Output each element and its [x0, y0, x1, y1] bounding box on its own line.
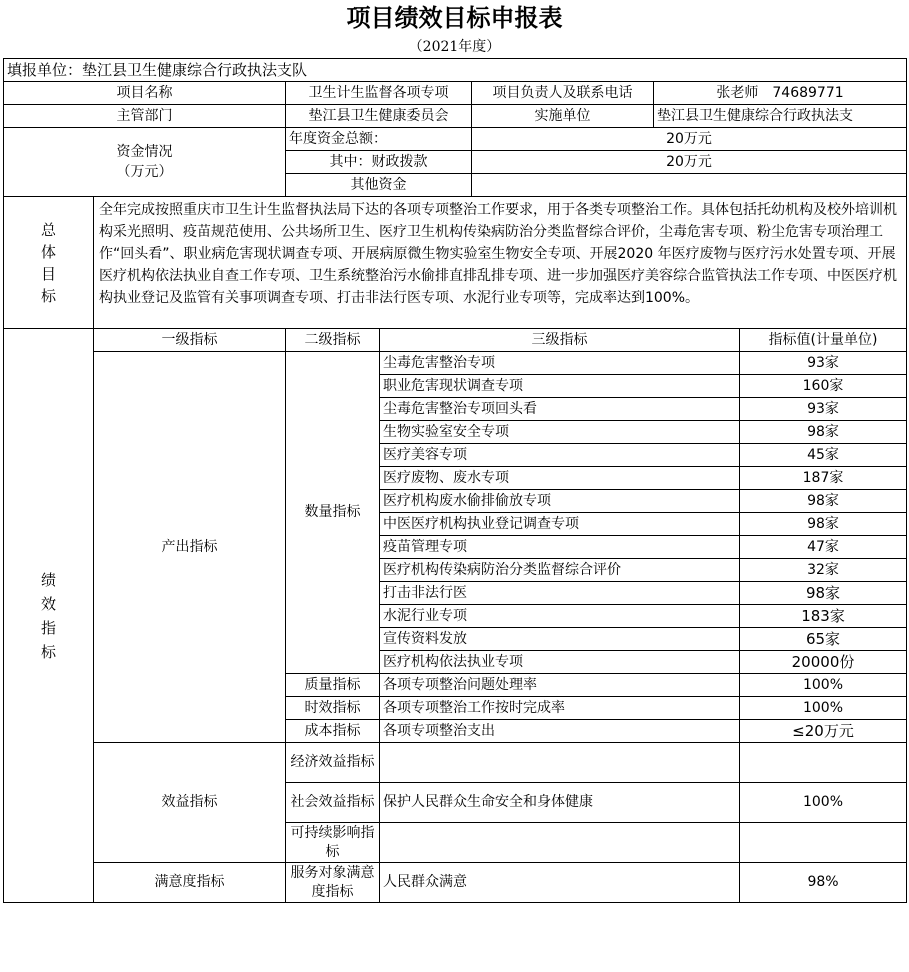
- cost-value: ≤20万元: [740, 720, 907, 743]
- quantity-item-value: 183家: [740, 605, 907, 628]
- quantity-label: 数量指标: [286, 352, 380, 674]
- funds-fiscal-value: 20万元: [472, 151, 907, 174]
- quantity-item-name: 医疗美容专项: [380, 444, 740, 467]
- quantity-item-name: 医疗废物、废水专项: [380, 467, 740, 490]
- quality-label: 质量指标: [286, 674, 380, 697]
- project-name-label: 项目名称: [4, 82, 286, 105]
- sustain-name: [380, 823, 740, 863]
- funds-other-label: 其他资金: [286, 174, 472, 197]
- impl-value: 垫江县卫生健康综合行政执法支: [654, 105, 907, 128]
- funds-other-value: [472, 174, 907, 197]
- sustain-label: 可持续影响指标: [286, 823, 380, 863]
- quantity-item-value: 32家: [740, 559, 907, 582]
- quantity-item-value: 98家: [740, 582, 907, 605]
- quantity-item-name: 疫苗管理专项: [380, 536, 740, 559]
- contact-value: 张老师 74689771: [654, 82, 907, 105]
- economic-name: [380, 743, 740, 783]
- quantity-item-name: 中医医疗机构执业登记调查专项: [380, 513, 740, 536]
- time-label: 时效指标: [286, 697, 380, 720]
- cost-label: 成本指标: [286, 720, 380, 743]
- quantity-item-name: 医疗机构废水偷排偷放专项: [380, 490, 740, 513]
- dept-label: 主管部门: [4, 105, 286, 128]
- economic-value: [740, 743, 907, 783]
- cost-name: 各项专项整治支出: [380, 720, 740, 743]
- quantity-item-name: 尘毒危害整治专项回头看: [380, 398, 740, 421]
- quantity-item-name: 水泥行业专项: [380, 605, 740, 628]
- header-value: 指标值(计量单位): [740, 329, 907, 352]
- perf-label: [4, 329, 94, 903]
- quantity-item-name: 医疗机构传染病防治分类监督综合评价: [380, 559, 740, 582]
- social-name: 保护人民群众生命安全和身体健康: [380, 783, 740, 823]
- quantity-item-name: 职业危害现状调查专项: [380, 375, 740, 398]
- dept-value: 垫江县卫生健康委员会: [286, 105, 472, 128]
- impl-label: 实施单位: [472, 105, 654, 128]
- service-label: 服务对象满意度指标: [286, 863, 380, 903]
- funds-label-line1: 资金情况: [116, 144, 173, 160]
- time-name: 各项专项整治工作按时完成率: [380, 697, 740, 720]
- service-name: 人民群众满意: [380, 863, 740, 903]
- page-title: 项目绩效目标申报表: [346, 3, 563, 32]
- quantity-item-value: 45家: [740, 444, 907, 467]
- goal-label: [4, 197, 94, 329]
- quantity-item-value: 65家: [740, 628, 907, 651]
- report-table: [3, 58, 907, 903]
- goal-text: 全年完成按照重庆市卫生计生监督执法局下达的各项专项整治工作要求，用于各类专项整治工作。具体包括托幼机构及校外培训机构采光照明、疫苗规范使用、公共场所卫生、医疗卫生机构传染病防治分类监督综合评价，尘毒危害专项、粉尘危害专项治理工作“回头看”、职业病危害现状调查专项、开展病原微生物实验室生物安全专项、开展2020 年医疗废物与医疗污水处置专项、开展医疗机构依法执业自查工作专项、卫生系统整治污水偷排直排乱排专项、进一步加强医疗美容综合监管执法工作专项、中医医疗机构执业登记及监管有关事项调查专项、打击非法行医专项、水泥行业专项等，完成率达到100%。: [94, 197, 907, 329]
- quantity-item-value: 160家: [740, 375, 907, 398]
- quantity-item-value: 98家: [740, 421, 907, 444]
- benefit-label: 效益指标: [94, 743, 286, 863]
- filing-unit: 填报单位：垫江县卫生健康综合行政执法支队: [4, 59, 907, 82]
- quantity-item-name: 生物实验室安全专项: [380, 421, 740, 444]
- funds-label-line2: （万元）: [116, 164, 173, 180]
- page-subtitle: （2021年度）: [408, 39, 501, 55]
- quantity-item-value: 98家: [740, 490, 907, 513]
- funds-label: [4, 128, 286, 197]
- quantity-item-value: 93家: [740, 398, 907, 421]
- quantity-item-value: 93家: [740, 352, 907, 375]
- quantity-item-name: 宣传资料发放: [380, 628, 740, 651]
- quantity-item-value: 20000份: [740, 651, 907, 674]
- quantity-item-value: 47家: [740, 536, 907, 559]
- time-value: 100%: [740, 697, 907, 720]
- perf-label-text: 绩效指标: [40, 570, 56, 661]
- sustain-value: [740, 823, 907, 863]
- social-label: 社会效益指标: [286, 783, 380, 823]
- service-value: 98%: [740, 863, 907, 903]
- quantity-item-value: 187家: [740, 467, 907, 490]
- project-name-value: 卫生计生监督各项专项: [286, 82, 472, 105]
- funds-total-label: 年度资金总额：: [286, 128, 472, 151]
- funds-total-value: 20万元: [472, 128, 907, 151]
- header-level3: 三级指标: [380, 329, 740, 352]
- quantity-item-name: 打击非法行医: [380, 582, 740, 605]
- quality-name: 各项专项整治问题处理率: [380, 674, 740, 697]
- social-value: 100%: [740, 783, 907, 823]
- quantity-item-name: 尘毒危害整治专项: [380, 352, 740, 375]
- header-level1: 一级指标: [94, 329, 286, 352]
- economic-label: 经济效益指标: [286, 743, 380, 783]
- goal-label-text: 总体目标: [40, 220, 56, 305]
- satisfaction-label: 满意度指标: [94, 863, 286, 903]
- funds-fiscal-label: 其中：财政拨款: [286, 151, 472, 174]
- quality-value: 100%: [740, 674, 907, 697]
- quantity-item-name: 医疗机构依法执业专项: [380, 651, 740, 674]
- header-level2: 二级指标: [286, 329, 380, 352]
- output-label: 产出指标: [94, 352, 286, 743]
- quantity-item-value: 98家: [740, 513, 907, 536]
- contact-label: 项目负责人及联系电话: [472, 82, 654, 105]
